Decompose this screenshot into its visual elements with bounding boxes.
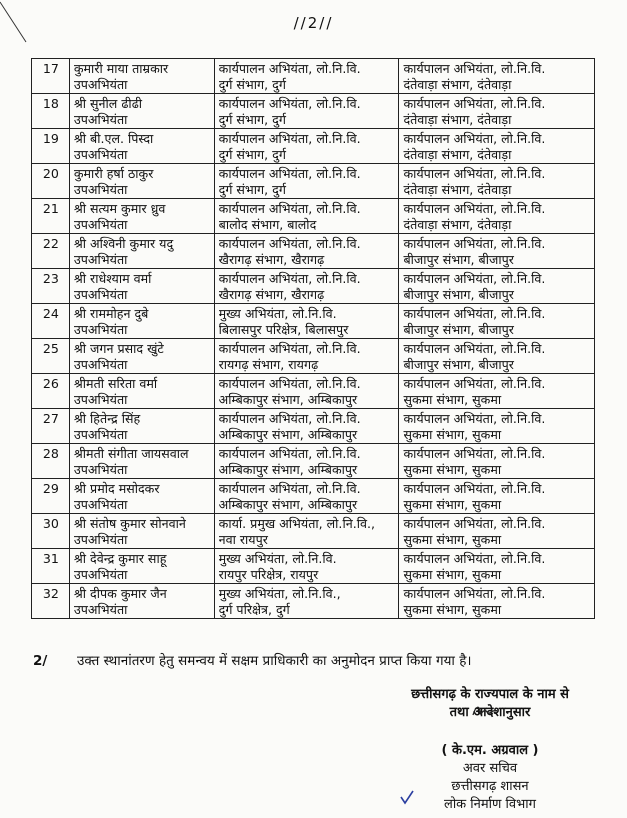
serial-number-cell: 21 bbox=[32, 199, 70, 234]
serial-number-cell: 22 bbox=[32, 234, 70, 269]
current-posting-cell bbox=[214, 374, 399, 409]
table-row bbox=[32, 269, 595, 304]
employee-name-cell-line: उपअभियंता bbox=[73, 252, 128, 267]
current-posting-cell-line: बालोद संभाग, बालोद bbox=[218, 217, 317, 232]
paragraph-text: उक्त स्थानांतरण हेतु समन्वय में सक्षम प्राधिकारी का अनुमोदन प्राप्त किया गया है। bbox=[77, 653, 472, 669]
new-posting-cell-line: सुकमा संभाग, सुकमा bbox=[403, 427, 502, 442]
new-posting-cell-line: कार्यपालन अभियंता, लो.नि.वि. bbox=[403, 166, 546, 181]
employee-name-cell bbox=[69, 269, 214, 304]
signature-space bbox=[380, 722, 600, 742]
table-row bbox=[32, 234, 595, 269]
new-posting-cell-line: कार्यपालन अभियंता, लो.नि.वि. bbox=[403, 201, 546, 216]
current-posting-cell-line: कार्यपालन अभियंता, लो.नि.वि. bbox=[218, 131, 361, 146]
paragraph-number: 2/ bbox=[33, 653, 48, 669]
current-posting-cell-line: रायपुर परिक्षेत्र, रायपुर bbox=[218, 567, 319, 582]
new-posting-cell-line: सुकमा संभाग, सुकमा bbox=[403, 497, 502, 512]
table-row bbox=[32, 374, 595, 409]
signatory-designation: अवर सचिव bbox=[462, 761, 518, 776]
employee-name-cell-line: श्री देवेन्द्र कुमार साहू bbox=[73, 551, 167, 566]
serial-number-cell: 31 bbox=[32, 549, 70, 584]
employee-name-cell bbox=[69, 234, 214, 269]
serial-number-cell: 24 bbox=[32, 304, 70, 339]
employee-name-cell-line: श्री अश्विनी कुमार यदु bbox=[73, 236, 174, 251]
new-posting-cell-line: कार्यपालन अभियंता, लो.नि.वि. bbox=[403, 446, 546, 461]
signature-authority-line: छत्तीसगढ़ के राज्यपाल के नाम से bbox=[411, 687, 569, 702]
employee-name-cell-line: श्री राममोहन दुबे bbox=[73, 306, 149, 321]
new-posting-cell-line: कार्यपालन अभियंता, लो.नि.वि. bbox=[403, 96, 546, 111]
employee-name-cell-line: उपअभियंता bbox=[73, 497, 128, 512]
employee-name-cell bbox=[69, 584, 214, 619]
new-posting-cell bbox=[399, 374, 595, 409]
current-posting-cell-line: दुर्ग संभाग, दुर्ग bbox=[218, 112, 286, 127]
signature-order-line: तथा आदेशानुसार bbox=[449, 705, 531, 720]
employee-name-cell bbox=[69, 199, 214, 234]
current-posting-cell-line: खैरागढ़ संभाग, खैरागढ़ bbox=[218, 252, 325, 267]
employee-name-cell-line: कुमारी हर्षा ठाकुर bbox=[73, 166, 154, 181]
current-posting-cell-line: अम्बिकापुर संभाग, अम्बिकापुर bbox=[218, 497, 358, 512]
page-number: //2// bbox=[293, 14, 334, 32]
new-posting-cell-line: कार्यपालन अभियंता, लो.नि.वि. bbox=[403, 341, 546, 356]
current-posting-cell bbox=[214, 129, 399, 164]
new-posting-cell-line: कार्यपालन अभियंता, लो.नि.वि. bbox=[403, 131, 546, 146]
current-posting-cell-line: कार्यपालन अभियंता, लो.नि.वि. bbox=[218, 271, 361, 286]
employee-name-cell-line: श्रीमती संगीता जायसवाल bbox=[73, 446, 189, 461]
employee-name-cell-line: उपअभियंता bbox=[73, 112, 128, 127]
employee-name-cell-line: श्री सुनील ढीढी bbox=[73, 96, 143, 111]
new-posting-cell bbox=[399, 129, 595, 164]
new-posting-cell-line: कार्यपालन अभियंता, लो.नि.वि. bbox=[403, 306, 546, 321]
new-posting-cell-line: बीजापुर संभाग, बीजापुर bbox=[403, 357, 514, 372]
new-posting-cell-line: दंतेवाड़ा संभाग, दंतेवाड़ा bbox=[403, 217, 512, 232]
serial-number-cell: 23 bbox=[32, 269, 70, 304]
serial-number-cell: 19 bbox=[32, 129, 70, 164]
new-posting-cell-line: सुकमा संभाग, सुकमा bbox=[403, 462, 502, 477]
table-row bbox=[32, 444, 595, 479]
serial-number-cell: 18 bbox=[32, 94, 70, 129]
current-posting-cell-line: कार्यपालन अभियंता, लो.नि.वि. bbox=[218, 166, 361, 181]
employee-name-cell-line: उपअभियंता bbox=[73, 217, 128, 232]
table-row bbox=[32, 584, 595, 619]
new-posting-cell bbox=[399, 94, 595, 129]
new-posting-cell bbox=[399, 269, 595, 304]
signatory-name: ( के.एम. अग्रवाल ) bbox=[441, 743, 539, 758]
employee-name-cell-line: उपअभियंता bbox=[73, 392, 128, 407]
new-posting-cell bbox=[399, 59, 595, 94]
new-posting-cell-line: कार्यपालन अभियंता, लो.नि.वि. bbox=[403, 61, 546, 76]
current-posting-cell-line: दुर्ग संभाग, दुर्ग bbox=[218, 182, 286, 197]
new-posting-cell-line: कार्यपालन अभियंता, लो.नि.वि. bbox=[403, 236, 546, 251]
employee-name-cell-line: श्री सत्यम कुमार ध्रुव bbox=[73, 201, 166, 216]
serial-number-cell: 17 bbox=[32, 59, 70, 94]
new-posting-cell-line: बीजापुर संभाग, बीजापुर bbox=[403, 322, 514, 337]
new-posting-cell-line: कार्यपालन अभियंता, लो.नि.वि. bbox=[403, 551, 546, 566]
new-posting-cell bbox=[399, 479, 595, 514]
employee-name-cell-line: उपअभियंता bbox=[73, 147, 128, 162]
current-posting-cell bbox=[214, 514, 399, 549]
current-posting-cell bbox=[214, 304, 399, 339]
employee-name-cell-line: उपअभियंता bbox=[73, 532, 128, 547]
new-posting-cell-line: सुकमा संभाग, सुकमा bbox=[403, 532, 502, 547]
employee-name-cell bbox=[69, 479, 214, 514]
employee-name-cell-line: उपअभियंता bbox=[73, 567, 128, 582]
employee-name-cell-line: श्री बी.एल. पिस्दा bbox=[73, 131, 154, 146]
table-row bbox=[32, 409, 595, 444]
table-row bbox=[32, 129, 595, 164]
employee-name-cell bbox=[69, 59, 214, 94]
new-posting-cell-line: कार्यपालन अभियंता, लो.नि.वि. bbox=[403, 411, 546, 426]
employee-name-cell bbox=[69, 304, 214, 339]
serial-number-cell: 25 bbox=[32, 339, 70, 374]
employee-name-cell-line: श्री हितेन्द्र सिंह bbox=[73, 411, 141, 426]
current-posting-cell-line: दुर्ग परिक्षेत्र, दुर्ग bbox=[218, 602, 290, 617]
serial-number-cell: 30 bbox=[32, 514, 70, 549]
employee-name-cell-line: उपअभियंता bbox=[73, 462, 128, 477]
employee-name-cell bbox=[69, 164, 214, 199]
current-posting-cell-line: नवा रायपुर bbox=[218, 532, 268, 547]
new-posting-cell-line: दंतेवाड़ा संभाग, दंतेवाड़ा bbox=[403, 77, 512, 92]
employee-name-cell bbox=[69, 549, 214, 584]
new-posting-cell-line: दंतेवाड़ा संभाग, दंतेवाड़ा bbox=[403, 112, 512, 127]
new-posting-cell bbox=[399, 234, 595, 269]
new-posting-cell bbox=[399, 409, 595, 444]
current-posting-cell-line: कार्या. प्रमुख अभियंता, लो.नि.वि., bbox=[218, 516, 375, 531]
current-posting-cell-line: खैरागढ़ संभाग, खैरागढ़ bbox=[218, 287, 325, 302]
current-posting-cell-line: अम्बिकापुर संभाग, अम्बिकापुर bbox=[218, 392, 358, 407]
current-posting-cell bbox=[214, 94, 399, 129]
handwritten-tick-mark bbox=[398, 788, 416, 806]
transfer-table bbox=[31, 58, 595, 619]
current-posting-cell bbox=[214, 409, 399, 444]
new-posting-cell bbox=[399, 549, 595, 584]
new-posting-cell bbox=[399, 514, 595, 549]
employee-name-cell-line: उपअभियंता bbox=[73, 357, 128, 372]
signatory-government: छत्तीसगढ़ शासन bbox=[451, 779, 529, 794]
new-posting-cell bbox=[399, 199, 595, 234]
new-posting-cell bbox=[399, 584, 595, 619]
current-posting-cell-line: मुख्य अभियंता, लो.नि.वि. bbox=[218, 551, 337, 566]
table-row bbox=[32, 164, 595, 199]
new-posting-cell-line: बीजापुर संभाग, बीजापुर bbox=[403, 287, 514, 302]
new-posting-cell-line: कार्यपालन अभियंता, लो.नि.वि. bbox=[403, 586, 546, 601]
employee-name-cell-line: श्रीमती सरिता वर्मा bbox=[73, 376, 158, 391]
new-posting-cell bbox=[399, 164, 595, 199]
new-posting-cell-line: कार्यपालन अभियंता, लो.नि.वि. bbox=[403, 481, 546, 496]
current-posting-cell-line: कार्यपालन अभियंता, लो.नि.वि. bbox=[218, 376, 361, 391]
current-posting-cell bbox=[214, 444, 399, 479]
new-posting-cell-line: कार्यपालन अभियंता, लो.नि.वि. bbox=[403, 271, 546, 286]
employee-name-cell-line: उपअभियंता bbox=[73, 77, 128, 92]
serial-number-cell: 32 bbox=[32, 584, 70, 619]
current-posting-cell-line: कार्यपालन अभियंता, लो.नि.वि. bbox=[218, 61, 361, 76]
current-posting-cell bbox=[214, 269, 399, 304]
new-posting-cell-line: कार्यपालन अभियंता, लो.नि.वि. bbox=[403, 516, 546, 531]
employee-name-cell bbox=[69, 444, 214, 479]
current-posting-cell bbox=[214, 164, 399, 199]
current-posting-cell bbox=[214, 584, 399, 619]
new-posting-cell bbox=[399, 304, 595, 339]
table-row bbox=[32, 94, 595, 129]
table-row bbox=[32, 549, 595, 584]
serial-number-cell: 20 bbox=[32, 164, 70, 199]
current-posting-cell-line: मुख्य अभियंता, लो.नि.वि. bbox=[218, 306, 337, 321]
serial-number-cell: 27 bbox=[32, 409, 70, 444]
employee-name-cell bbox=[69, 94, 214, 129]
employee-name-cell bbox=[69, 409, 214, 444]
current-posting-cell-line: कार्यपालन अभियंता, लो.नि.वि. bbox=[218, 411, 361, 426]
current-posting-cell-line: कार्यपालन अभियंता, लो.नि.वि. bbox=[218, 96, 361, 111]
table-row bbox=[32, 304, 595, 339]
serial-number-cell: 29 bbox=[32, 479, 70, 514]
new-posting-cell bbox=[399, 339, 595, 374]
current-posting-cell-line: कार्यपालन अभियंता, लो.नि.वि. bbox=[218, 446, 361, 461]
signatory-department: लोक निर्माण विभाग bbox=[444, 797, 536, 812]
current-posting-cell bbox=[214, 199, 399, 234]
table-row bbox=[32, 479, 595, 514]
current-posting-cell-line: कार्यपालन अभियंता, लो.नि.वि. bbox=[218, 236, 361, 251]
employee-name-cell-line: श्री जगन प्रसाद खुंटे bbox=[73, 341, 164, 356]
serial-number-cell: 26 bbox=[32, 374, 70, 409]
current-posting-cell-line: कार्यपालन अभियंता, लो.नि.वि. bbox=[218, 481, 361, 496]
current-posting-cell-line: रायगढ़ संभाग, रायगढ़ bbox=[218, 357, 319, 372]
current-posting-cell-line: अम्बिकापुर संभाग, अम्बिकापुर bbox=[218, 462, 358, 477]
new-posting-cell-line: दंतेवाड़ा संभाग, दंतेवाड़ा bbox=[403, 147, 512, 162]
current-posting-cell bbox=[214, 59, 399, 94]
new-posting-cell-line: सुकमा संभाग, सुकमा bbox=[403, 567, 502, 582]
employee-name-cell-line: उपअभियंता bbox=[73, 322, 128, 337]
approval-paragraph bbox=[33, 651, 603, 669]
employee-name-cell-line: उपअभियंता bbox=[73, 182, 128, 197]
table-row bbox=[32, 339, 595, 374]
employee-name-cell-line: उपअभियंता bbox=[73, 287, 128, 302]
employee-name-cell-line: उपअभियंता bbox=[73, 602, 128, 617]
current-posting-cell-line: बिलासपुर परिक्षेत्र, बिलासपुर bbox=[218, 322, 349, 337]
handwritten-signature bbox=[470, 703, 500, 721]
employee-name-cell bbox=[69, 129, 214, 164]
employee-name-cell-line: श्री प्रमोद मसोदकर bbox=[73, 481, 160, 496]
current-posting-cell-line: मुख्य अभियंता, लो.नि.वि., bbox=[218, 586, 341, 601]
serial-number-cell: 28 bbox=[32, 444, 70, 479]
employee-name-cell bbox=[69, 514, 214, 549]
current-posting-cell bbox=[214, 549, 399, 584]
current-posting-cell bbox=[214, 234, 399, 269]
new-posting-cell-line: बीजापुर संभाग, बीजापुर bbox=[403, 252, 514, 267]
current-posting-cell bbox=[214, 479, 399, 514]
current-posting-cell-line: दुर्ग संभाग, दुर्ग bbox=[218, 77, 286, 92]
transfer-table-body bbox=[32, 59, 595, 619]
current-posting-cell-line: दुर्ग संभाग, दुर्ग bbox=[218, 147, 286, 162]
table-row bbox=[32, 514, 595, 549]
employee-name-cell bbox=[69, 339, 214, 374]
current-posting-cell-line: अम्बिकापुर संभाग, अम्बिकापुर bbox=[218, 427, 358, 442]
current-posting-cell-line: कार्यपालन अभियंता, लो.नि.वि. bbox=[218, 341, 361, 356]
new-posting-cell-line: सुकमा संभाग, सुकमा bbox=[403, 602, 502, 617]
employee-name-cell-line: कुमारी माया ताम्रकार bbox=[73, 61, 169, 76]
table-row bbox=[32, 59, 595, 94]
employee-name-cell-line: श्री राधेश्याम वर्मा bbox=[73, 271, 152, 286]
employee-name-cell-line: श्री दीपक कुमार जैन bbox=[73, 586, 167, 601]
current-posting-cell-line: कार्यपालन अभियंता, लो.नि.वि. bbox=[218, 201, 361, 216]
new-posting-cell-line: दंतेवाड़ा संभाग, दंतेवाड़ा bbox=[403, 182, 512, 197]
employee-name-cell-line: उपअभियंता bbox=[73, 427, 128, 442]
employee-name-cell-line: श्री संतोष कुमार सोनवाने bbox=[73, 516, 186, 531]
employee-name-cell bbox=[69, 374, 214, 409]
new-posting-cell-line: सुकमा संभाग, सुकमा bbox=[403, 392, 502, 407]
table-row bbox=[32, 199, 595, 234]
current-posting-cell bbox=[214, 339, 399, 374]
new-posting-cell bbox=[399, 444, 595, 479]
new-posting-cell-line: कार्यपालन अभियंता, लो.नि.वि. bbox=[403, 376, 546, 391]
